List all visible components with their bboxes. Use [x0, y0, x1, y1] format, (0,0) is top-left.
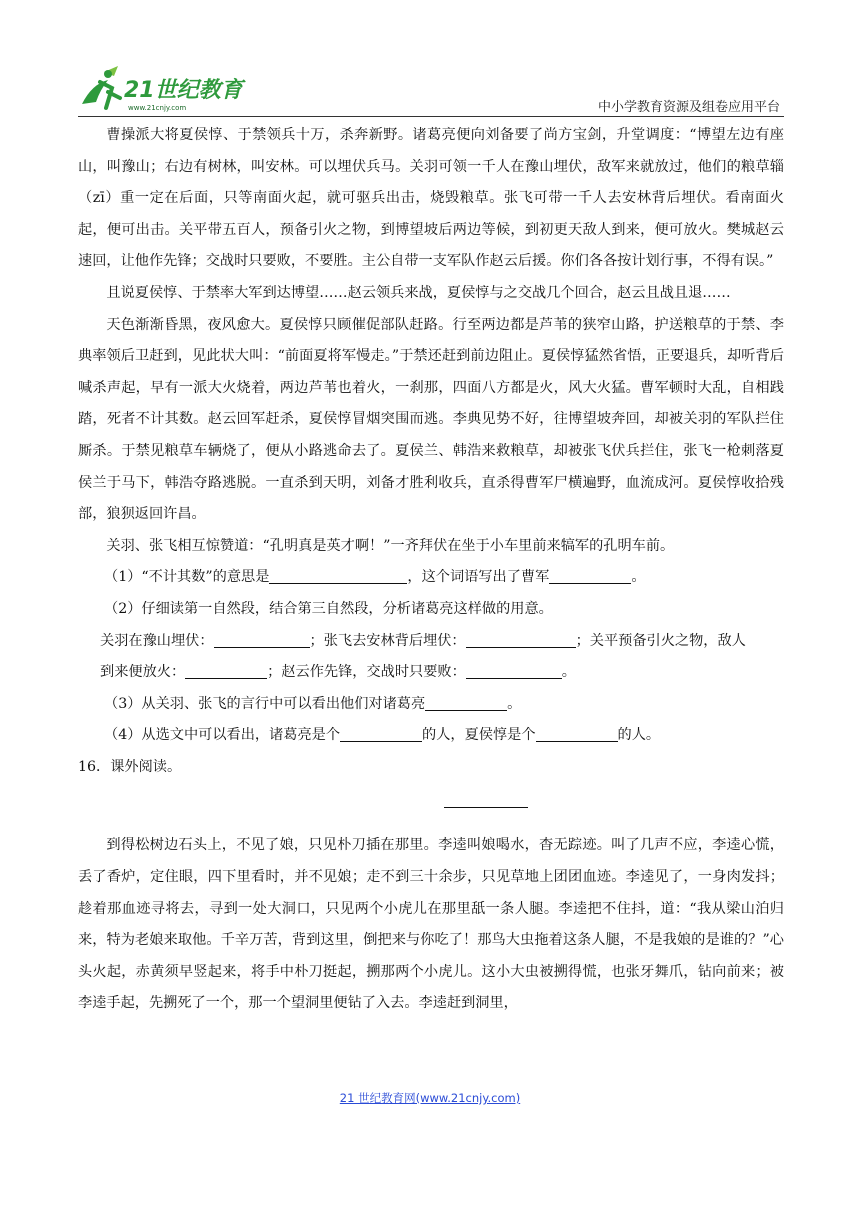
logo-url-text: www.21cnjy.com [128, 104, 187, 112]
question-2-line-1: 关羽在豫山埋伏： ；张飞去安林背后埋伏： ；关平预备引火之物，敌人 [78, 626, 784, 658]
passage1-paragraph-3: 天色渐渐昏黑，夜风愈大。夏侯惇只顾催促部队赶路。行至两边都是芦苇的狭窄山路，护送粮草的于禁、李典率领后卫赶到，见此状大叫：“前面夏将军慢走。”于禁还赶到前边阻止。夏侯惇猛然省悟，正要退兵，却听背后喊杀声起，早有一派大火烧着，两边芦苇也着火，一刹那，四面八方都是火，风大火猛。曹军顿时大乱，自相践踏，死者不计其数。赵云回军赶杀，夏侯惇冒烟突围而逃。李典见势不好，往博望坡奔回，却被关羽的军队拦住厮杀。于禁见粮草车辆烧了，便从小路逃命去了。夏侯兰、韩浩来救粮草，却被张飞伏兵拦住，张飞一枪刺落夏侯兰于马下，韩浩夺路逃脱。一直杀到天明，刘备才胜利收兵，直杀得曹军尸横遍野，血流成河。夏侯惇收拾残部，狼狈返回许昌。 [78, 316, 784, 523]
passage2-paragraph: 到得松树边石头上，不见了娘，只见朴刀插在那里。李逵叫娘喝水，杳无踪迹。叫了几声不应，李逵心慌，丢了香炉，定住眼，四下里看时，并不见娘；走不到三十余步，只见草地上团团血迹。李逵见了，一身肉发抖；趁着那血迹寻将去，寻到一处大洞口，只见两个小虎儿在那里舐一条人腿。李逵把不住抖，道：“我从梁山泊归来，特为老娘来取他。千辛万苦，背到这里，倒把来与你吃了！那鸟大虫拖着这条人腿，不是我娘的是谁的？”心头火起，赤黄须早竖起来，将手中朴刀挺起，搠那两个小虎儿。这小大虫被搠得慌，也张牙舞爪，钻向前来；被李逵手起，先搠死了一个，那一个望洞里便钻了入去。李逵赶到洞里， [78, 837, 784, 1012]
answer-blank[interactable] [214, 629, 310, 648]
passage1-paragraph-2: 且说夏侯惇、于禁率大军到达博望……赵云领兵来战，夏侯惇与之交战几个回合，赵云且战且退…… [106, 284, 731, 301]
answer-blank[interactable] [536, 723, 618, 742]
question-2-line-2: 到来便放火： ；赵云作先锋，交战时只要败： 。 [78, 657, 784, 689]
answer-blank[interactable] [185, 660, 267, 679]
footer-link[interactable]: 21 世纪教育网(www.21cnjy.com) [339, 1091, 521, 1105]
site-logo [78, 64, 258, 114]
question-2-title: （2）仔细读第一自然段，结合第三自然段，分析诸葛亮这样做的用意。 [104, 600, 553, 617]
passage1-paragraph-4: 关羽、张飞相互惊赞道：“孔明真是英才啊！”一齐拜伏在坐于小车里前来犒军的孔明车前。 [106, 537, 675, 554]
answer-blank[interactable] [466, 660, 562, 679]
passage1-paragraph-1: 曹操派大将夏侯惇、于禁领兵十万，杀奔新野。诸葛亮便向刘备要了尚方宝剑，升堂调度：“博望左边有座山，叫豫山；右边有树林，叫安林。可以埋伏兵马。关羽可领一千人在豫山埋伏，敌军来就放过，他们的粮草辎（zī）重一定在后面，只等南面火起，就可驱兵出击，烧毁粮草。张飞可带一千人去安林背后埋伏。看南面火起，便可出击。关平带五百人，预备引火之物，到博望坡后两边等候，到初更天敌人到来，便可放火。樊城赵云速回，让他作先锋；交战时只要败，不要胜。主公自带一支军队作赵云后援。你们各各按计划行事，不得有误。” [78, 127, 784, 270]
header-divider [78, 116, 784, 117]
question-3: （3）从关羽、张飞的言行中可以看出他们对诸葛亮 。 [78, 689, 784, 721]
section-16-heading: 16．课外阅读。 [78, 758, 182, 775]
document-body [78, 120, 784, 1020]
answer-blank[interactable] [425, 692, 507, 711]
page-header [78, 60, 784, 116]
answer-blank[interactable] [340, 723, 422, 742]
answer-blank[interactable] [269, 565, 407, 584]
answer-blank[interactable] [466, 629, 576, 648]
question-4: （4）从选文中可以看出，诸葛亮是个 的人，夏侯惇是个 的人。 [78, 720, 784, 752]
question-1: （1）“不计其数”的意思是 ，这个词语写出了曹军 。 [78, 562, 784, 594]
platform-name: 中小学教育资源及组卷应用平台 [597, 100, 780, 115]
logo-text: 21世纪教育 [124, 78, 243, 103]
title-blank[interactable] [444, 793, 528, 808]
answer-blank[interactable] [549, 565, 631, 584]
